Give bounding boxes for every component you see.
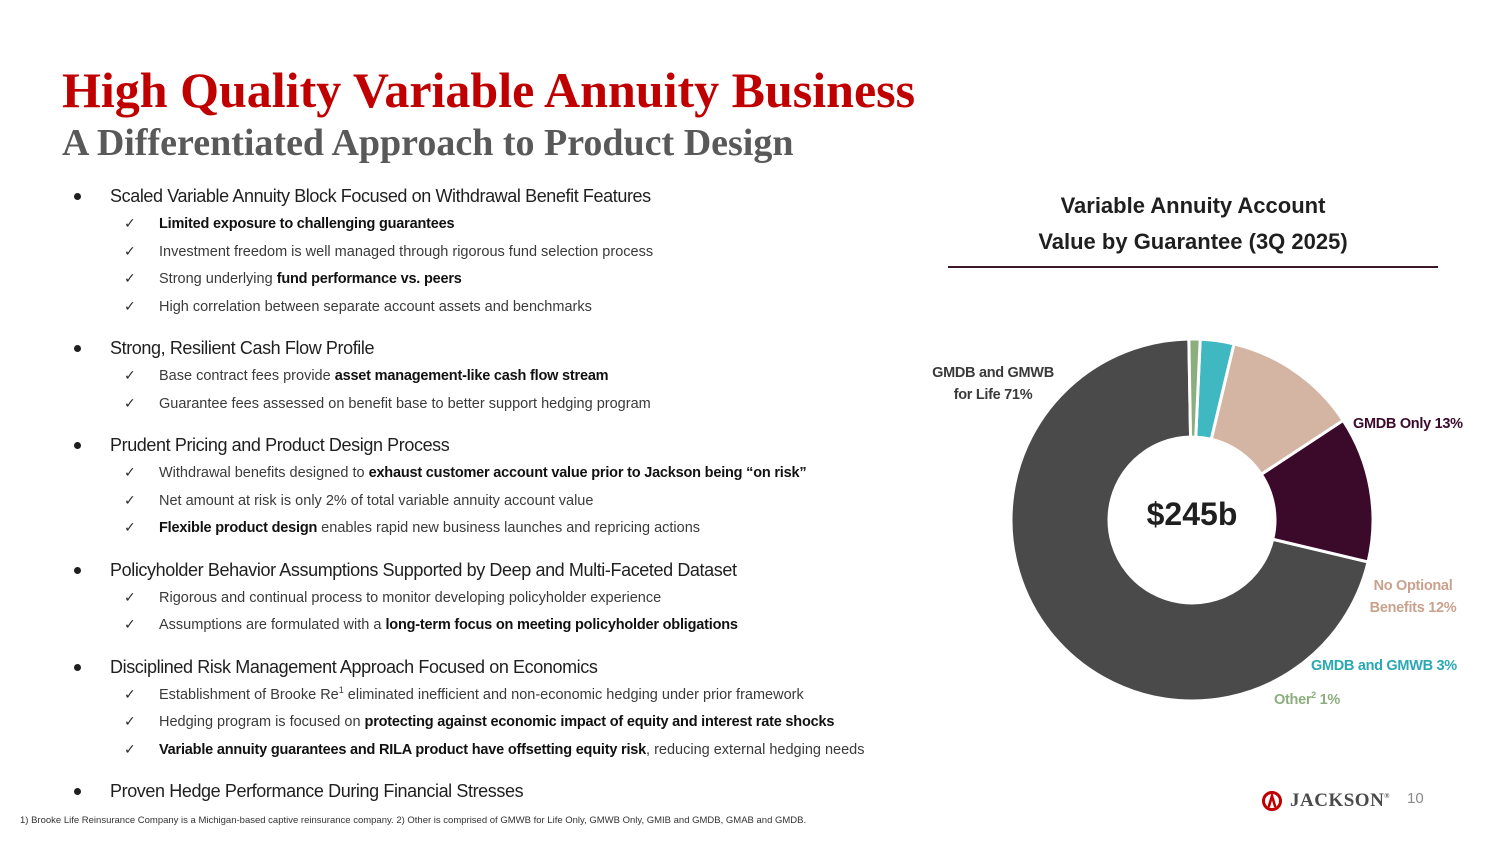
sub-bullet-text: enables rapid new business launches and repricing actions — [317, 520, 701, 536]
sub-bullet-emphasis: Flexible product design — [159, 520, 318, 536]
checkmark-icon: ✓ — [124, 589, 136, 606]
bullet-heading-text: Scaled Variable Annuity Block Focused on Withdrawal Benefit Features — [110, 186, 651, 206]
sub-bullet-text: Base contract fees provide — [159, 368, 335, 384]
sub-bullet-text: , reducing external hedging needs — [646, 741, 865, 758]
slice-label-text: Other — [1274, 692, 1312, 708]
sub-bullet-text: High correlation between separate account assets and benchmarks — [159, 298, 592, 315]
checkmark-icon: ✓ — [124, 686, 136, 703]
sub-bullet-text: Guarantee fees assessed on benefit base to better support hedging program — [159, 395, 651, 412]
slice-label-text: GMDB and GMWB 3% — [1311, 658, 1457, 674]
sub-bullet-text: Net amount at risk is only 2% of total variable annuity account value — [159, 492, 594, 509]
sub-bullet-emphasis: fund performance vs. peers — [276, 271, 462, 287]
checkmark-icon: ✓ — [124, 492, 136, 509]
checkmark-icon: ✓ — [124, 395, 136, 412]
sub-bullet-text: Establishment of Brooke Re — [159, 686, 339, 703]
checkmark-icon: ✓ — [124, 520, 136, 536]
label-gmdb-gmwb — [1311, 655, 1491, 677]
bullet-heading-text: Proven Hedge Performance During Financial Stresses — [110, 781, 524, 801]
footnote-marker: 2 — [1311, 690, 1316, 700]
label-other — [1274, 689, 1374, 711]
label-gmdb-only — [1353, 413, 1493, 435]
sub-bullet-emphasis: Limited exposure to challenging guarantees — [159, 216, 455, 232]
jackson-logo — [1262, 790, 1390, 812]
slice-label-line: for Life 71% — [953, 387, 1033, 403]
sub-bullet-text: Rigorous and continual process to monitor developing policyholder experience — [159, 589, 662, 606]
donut-center-total: $245b — [1146, 496, 1238, 532]
checkmark-icon: ✓ — [124, 368, 136, 384]
sub-bullet-emphasis: protecting against economic impact of equity and interest rate shocks — [364, 714, 835, 730]
bullet-heading-text: Prudent Pricing and Product Design Process — [110, 435, 450, 455]
checkmark-icon: ✓ — [124, 741, 136, 758]
jackson-logo-word: JACKSON — [1290, 790, 1385, 811]
sub-bullet-text: Investment freedom is well managed through rigorous fund selection process — [159, 243, 654, 260]
footnote-marker: 1 — [338, 684, 344, 695]
slice-label-line — [1311, 655, 1491, 677]
page-number: 10 — [1407, 790, 1424, 807]
bullet-heading-text: Strong, Resilient Cash Flow Profile — [110, 338, 375, 358]
bullet-heading-text: Disciplined Risk Management Approach Focused on Economics — [110, 656, 598, 677]
checkmark-icon: ✓ — [124, 271, 136, 287]
slice-label-line — [1363, 575, 1463, 597]
label-gmdb-gmwb-for-life — [922, 362, 1064, 406]
checkmark-icon: ✓ — [124, 298, 136, 315]
jackson-logo-registered: ® — [1384, 792, 1391, 800]
sub-bullet-emphasis: exhaust customer account value prior to Jackson being “on risk” — [368, 465, 807, 481]
sub-bullet-text: Withdrawal benefits designed to — [159, 465, 369, 481]
slice-label-line — [922, 362, 1064, 384]
slice-label-line: Benefits 12% — [1369, 600, 1457, 616]
sub-bullet-emphasis: long-term focus on meeting policyholder obligations — [385, 617, 738, 633]
jackson-logo-text — [1290, 790, 1390, 812]
slice-label-text: GMDB and GMWB — [932, 365, 1054, 381]
sub-bullet-emphasis: Variable annuity guarantees and RILA product have offsetting equity risk — [159, 741, 647, 758]
page-title: High Quality Variable Annuity Business — [62, 62, 916, 118]
checkmark-icon: ✓ — [124, 465, 136, 481]
slice-label-text: No Optional — [1373, 578, 1453, 594]
sub-bullet-text: eliminated inefficient and non-economic hedging under prior framework — [343, 686, 804, 703]
slice-label-line — [1274, 689, 1374, 711]
checkmark-icon: ✓ — [124, 617, 136, 633]
checkmark-icon: ✓ — [124, 714, 136, 730]
sub-bullet-text: Hedging program is focused on — [159, 714, 365, 730]
chart-title-line-2: Value by Guarantee (3Q 2025) — [1038, 229, 1348, 254]
slice-label-line — [1353, 413, 1493, 435]
jackson-logo-icon — [1262, 791, 1282, 811]
checkmark-icon: ✓ — [124, 216, 136, 232]
page-subtitle: A Differentiated Approach to Product Design — [62, 122, 794, 164]
sub-bullet-emphasis: asset management-like cash flow stream — [334, 368, 609, 384]
footnote: 1) Brooke Life Reinsurance Company is a Michigan-based captive reinsurance company. 2) Other is comprised of GMWB for Life Only, GMWB Only, GMIB and GMDB, GMAB and GMDB. — [20, 815, 807, 826]
bullet-heading-text: Policyholder Behavior Assumptions Supported by Deep and Multi-Faceted Dataset — [110, 559, 737, 580]
checkmark-icon: ✓ — [124, 243, 136, 260]
slice-label-text: 1% — [1315, 692, 1340, 708]
chart-title-line-1: Variable Annuity Account — [1060, 193, 1326, 218]
sub-bullet-text: Assumptions are formulated with a — [159, 617, 386, 633]
slice-label-text: GMDB Only 13% — [1353, 416, 1463, 432]
label-no-optional-benefits — [1363, 575, 1463, 619]
sub-bullet-text: Strong underlying — [159, 271, 277, 287]
